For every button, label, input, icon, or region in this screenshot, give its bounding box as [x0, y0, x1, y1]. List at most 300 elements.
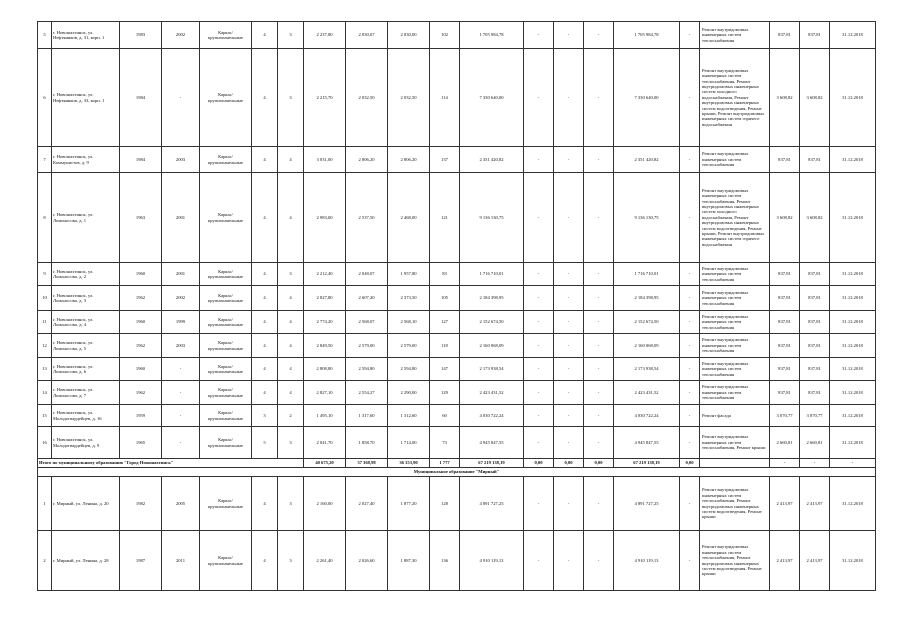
local-budget-cell: - — [584, 286, 614, 311]
living-area-cell: 2 607,20 — [346, 286, 388, 311]
table-row — [38, 334, 876, 358]
owners-funds-cell: 2 423 431,52 — [614, 381, 680, 405]
wall-material-cell: Каркас/ крупнопанельные — [200, 427, 252, 459]
total-cost-cell: 4 910 119,13 — [460, 531, 524, 591]
address-cell: г. Новошахтинск, ул. Ломоносова, д. 5 — [52, 334, 120, 358]
deadline-cell: 31.12.2018 — [830, 477, 876, 531]
year-renovated-cell: 1999 — [162, 311, 200, 334]
owners-funds-cell: 7 330 640,00 — [614, 49, 680, 147]
work-type-cell: Ремонт внутридомовых инженерных систем теплоснабжения, Ремонт крыши — [700, 427, 770, 459]
owners-funds-cell: 1 716 710,01 — [614, 263, 680, 286]
table-row — [38, 427, 876, 459]
entrances-cell: 3 — [278, 263, 304, 286]
year-renovated-cell: 2005 — [162, 477, 200, 531]
local-budget-cell: - — [584, 147, 614, 173]
year-built-cell: 1987 — [120, 531, 162, 591]
total-cost-cell: 9 136 130,75 — [460, 173, 524, 263]
max-unit-cost-cell: 837,81 — [800, 358, 830, 381]
entrances-cell: 4 — [278, 381, 304, 405]
residential-area-sum: 36 153,90 — [388, 459, 430, 468]
residents-cell: 102 — [430, 22, 460, 49]
deadline-cell: 31.12.2018 — [830, 286, 876, 311]
owners-funds-cell: 4 945 847,55 — [614, 427, 680, 459]
residents-cell: 83 — [430, 263, 460, 286]
fund-cell: - — [524, 531, 554, 591]
address-cell: г. Новошахтинск, ул. Коммунистов, д. 9 — [52, 147, 120, 173]
total-area-cell: 1 495,10 — [304, 405, 346, 427]
unit-cost-cell: 837,81 — [770, 263, 800, 286]
unit-cost-cell: 837,81 — [770, 286, 800, 311]
deadline-cell: 31.12.2018 — [830, 311, 876, 334]
regional-budget-cell: - — [554, 531, 584, 591]
local-budget-cell: - — [584, 405, 614, 427]
max-unit-cost-cell: 3 608,82 — [800, 173, 830, 263]
max-unit-cost-cell: 3 608,82 — [800, 49, 830, 147]
fund-cell: - — [524, 286, 554, 311]
other-funds-cell: - — [680, 49, 700, 147]
fund-cell: - — [524, 477, 554, 531]
work-type-cell: Ремонт внутридомовых инженерных систем теплоснабжения — [700, 358, 770, 381]
other-funds-cell: - — [680, 381, 700, 405]
local-budget-cell: - — [584, 334, 614, 358]
year-built-cell: 1984 — [120, 147, 162, 173]
floors-cell: 4 — [252, 358, 278, 381]
year-renovated-cell: 2001 — [162, 173, 200, 263]
wall-material-cell: Каркас/ крупнопанельные — [200, 49, 252, 147]
num-cell: 6 — [38, 49, 52, 147]
local-budget-cell: - — [584, 477, 614, 531]
total-cost-cell: 4 891 727,25 — [460, 477, 524, 531]
total-area-cell: 2 237,80 — [304, 22, 346, 49]
entrances-cell: 3 — [278, 477, 304, 531]
total-row — [38, 459, 876, 468]
entrances-cell: 4 — [278, 358, 304, 381]
entrances-cell: 4 — [278, 147, 304, 173]
unit-cost-cell: 837,81 — [770, 22, 800, 49]
deadline-cell: 31.12.2018 — [830, 381, 876, 405]
max-unit-cost-cell: 837,81 — [800, 263, 830, 286]
residents-cell: 137 — [430, 147, 460, 173]
year-renovated-cell: - — [162, 405, 200, 427]
work-type-cell: Ремонт внутридомовых инженерных систем теплоснабжения — [700, 286, 770, 311]
num-cell: 11 — [38, 311, 52, 334]
floors-cell: 4 — [252, 531, 278, 591]
num-cell: 10 — [38, 286, 52, 311]
owners-funds-cell: 4 910 119,13 — [614, 531, 680, 591]
year-built-cell: 1962 — [120, 286, 162, 311]
residents-cell: 105 — [430, 286, 460, 311]
living-area-cell: 2 027,40 — [346, 477, 388, 531]
address-cell: г. Новошахтинск, ул. Нефтяников, д. 31, корп. 1 — [52, 22, 120, 49]
owners-funds-cell: 2 152 674,50 — [614, 311, 680, 334]
fund-cell: - — [524, 381, 554, 405]
max-unit-cost-cell: 837,81 — [800, 381, 830, 405]
other-funds-cell: - — [680, 147, 700, 173]
floors-cell: 4 — [252, 477, 278, 531]
fund-cell: - — [524, 427, 554, 459]
table-body — [38, 22, 876, 591]
unit-cost-cell: 3 608,82 — [770, 49, 800, 147]
deadline-cell: 31.12.2018 — [830, 22, 876, 49]
unit-cost-cell: 837,81 — [770, 381, 800, 405]
local-budget-cell: - — [584, 427, 614, 459]
wall-material-cell: Каркас/ крупнопанельные — [200, 381, 252, 405]
residents-sum: 1 777 — [430, 459, 460, 468]
local-budget-cell: - — [584, 381, 614, 405]
entrances-cell: 3 — [278, 531, 304, 591]
other-funds-cell: - — [680, 334, 700, 358]
regional-budget-cell: - — [554, 286, 584, 311]
floors-cell: 4 — [252, 334, 278, 358]
residential-area-cell: 2 030,00 — [388, 22, 430, 49]
residential-area-cell: 2 579,00 — [388, 334, 430, 358]
residents-cell: 136 — [430, 531, 460, 591]
table-row — [38, 49, 876, 147]
local-budget-cell: - — [584, 263, 614, 286]
living-area-cell: 1 317,60 — [346, 405, 388, 427]
fund-cell: - — [524, 358, 554, 381]
floors-cell: 4 — [252, 22, 278, 49]
residential-area-cell: 2 373,50 — [388, 286, 430, 311]
regional-budget-cell: - — [554, 381, 584, 405]
num-cell: 16 — [38, 427, 52, 459]
other-funds-cell: - — [680, 358, 700, 381]
local-budget-cell: - — [584, 311, 614, 334]
max-unit-cost-cell: 2 413,97 — [800, 477, 830, 531]
fund-cell: - — [524, 147, 554, 173]
residents-cell: 118 — [430, 334, 460, 358]
wall-material-cell: Каркас/ крупнопанельные — [200, 405, 252, 427]
other-funds-cell: - — [680, 286, 700, 311]
floors-cell: 5 — [252, 427, 278, 459]
owners-funds-cell: 2 351 420,82 — [614, 147, 680, 173]
max-unit-cost-sum: - — [800, 459, 830, 468]
year-built-cell: 1960 — [120, 358, 162, 381]
residential-area-cell: 1 957,80 — [388, 263, 430, 286]
total-cost-cell: 2 351 420,82 — [460, 147, 524, 173]
table-row — [38, 173, 876, 263]
total-cost-cell: 1 705 984,78 — [460, 22, 524, 49]
regional-budget-cell: - — [554, 22, 584, 49]
living-area-cell: 2 048,07 — [346, 263, 388, 286]
unit-cost-sum: - — [770, 459, 800, 468]
work-type-cell: Ремонт внутридомовых инженерных систем теплоснабжения — [700, 263, 770, 286]
total-area-cell: 2 261,40 — [304, 531, 346, 591]
deadline-cell: 31.12.2018 — [830, 49, 876, 147]
work-type-cell: Ремонт внутридомовых инженерных систем теплоснабжения, Ремонт внутридомовых инженерных систем водоотведения, Ремонт крыши — [700, 477, 770, 531]
housing-repair-table — [37, 21, 876, 591]
fund-cell: - — [524, 49, 554, 147]
table-row — [38, 147, 876, 173]
year-built-cell: 1982 — [120, 477, 162, 531]
work-type-cell: Ремонт внутридомовых инженерных систем теплоснабжения, Ремонт внутридомовых инженерных систем водоотведения, Ремонт крыши — [700, 531, 770, 591]
year-renovated-cell: - — [162, 49, 200, 147]
owners-funds-cell: 2 173 938,54 — [614, 358, 680, 381]
num-cell: 7 — [38, 147, 52, 173]
year-built-cell: 1960 — [120, 311, 162, 334]
living-area-cell: 2 554,27 — [346, 381, 388, 405]
living-area-cell: 2 537,50 — [346, 173, 388, 263]
total-cost-sum: 67 219 138,19 — [460, 459, 524, 468]
other-funds-cell: - — [680, 311, 700, 334]
year-renovated-cell: - — [162, 427, 200, 459]
address-cell: г. Мирный, ул. Ленина, д. 28 — [52, 531, 120, 591]
fund-cell: - — [524, 311, 554, 334]
year-built-cell: 1962 — [120, 381, 162, 405]
year-renovated-cell: 2003 — [162, 334, 200, 358]
regional-budget-sum: 0,00 — [554, 459, 584, 468]
living-area-cell: 2 568,07 — [346, 311, 388, 334]
fund-cell: - — [524, 405, 554, 427]
total-area-cell: 2 827,10 — [304, 381, 346, 405]
year-built-cell: 1962 — [120, 334, 162, 358]
local-budget-cell: - — [584, 531, 614, 591]
year-built-cell: 1959 — [120, 405, 162, 427]
floors-cell: 4 — [252, 311, 278, 334]
other-funds-cell: - — [680, 173, 700, 263]
work-type-cell: Ремонт внутридомовых инженерных систем теплоснабжения — [700, 311, 770, 334]
num-cell: 15 — [38, 405, 52, 427]
address-cell: г. Новошахтинск, ул. Ломоносова, д. 3 — [52, 286, 120, 311]
residential-area-cell: 2 568,10 — [388, 311, 430, 334]
address-cell: г. Новошахтинск, ул. Молодогвардейцев, д. 9 — [52, 427, 120, 459]
living-area-sum: 37 368,98 — [346, 459, 388, 468]
num-cell: 2 — [38, 531, 52, 591]
address-cell: г. Новошахтинск, ул. Ломоносова, д. 2 — [52, 263, 120, 286]
residents-cell: 60 — [430, 405, 460, 427]
municipality-header-row — [38, 468, 876, 477]
residential-area-cell: 1 312,60 — [388, 405, 430, 427]
fund-cell: - — [524, 334, 554, 358]
wall-material-cell: Каркас/ крупнопанельные — [200, 334, 252, 358]
year-renovated-cell: 2002 — [162, 286, 200, 311]
regional-budget-cell: - — [554, 405, 584, 427]
unit-cost-cell: 2 413,97 — [770, 477, 800, 531]
year-built-cell: 1960 — [120, 263, 162, 286]
owners-funds-cell: 4 030 722,24 — [614, 405, 680, 427]
local-budget-sum: 0,00 — [584, 459, 614, 468]
floors-cell: 4 — [252, 173, 278, 263]
other-funds-cell: - — [680, 427, 700, 459]
total-area-cell: 2 849,50 — [304, 334, 346, 358]
regional-budget-cell: - — [554, 358, 584, 381]
total-cost-cell: 2 184 398,95 — [460, 286, 524, 311]
owners-funds-cell: 1 705 984,78 — [614, 22, 680, 49]
table-row — [38, 286, 876, 311]
deadline-cell: 31.12.2018 — [830, 263, 876, 286]
num-cell: 14 — [38, 381, 52, 405]
num-cell: 1 — [38, 477, 52, 531]
total-area-cell: 2 983,00 — [304, 173, 346, 263]
total-cost-cell: 2 173 938,54 — [460, 358, 524, 381]
unit-cost-cell: 837,81 — [770, 358, 800, 381]
residents-cell: 147 — [430, 358, 460, 381]
floors-cell: 4 — [252, 381, 278, 405]
work-type-cell: Ремонт внутридомовых инженерных систем теплоснабжения, Ремонт внутридомовых инженерных систем холодного водоснабжения, Ремонт внутридомовых инженерных систем водоотведения, Ремонт крыши, Ремонт внутридомовых инженерных систем горячего водоснабжения — [700, 49, 770, 147]
residential-area-cell: 1 887,30 — [388, 531, 430, 591]
deadline-cell: 31.12.2018 — [830, 334, 876, 358]
year-built-cell: 1983 — [120, 22, 162, 49]
year-renovated-cell: - — [162, 381, 200, 405]
unit-cost-cell: 3 608,82 — [770, 173, 800, 263]
entrances-cell: 3 — [278, 49, 304, 147]
unit-cost-cell: 837,81 — [770, 311, 800, 334]
address-cell: г. Новошахтинск, ул. Молодогвардейцев, д. 16 — [52, 405, 120, 427]
year-renovated-cell: - — [162, 358, 200, 381]
entrances-cell: 3 — [278, 22, 304, 49]
residential-area-cell: 2 594,80 — [388, 358, 430, 381]
table-row — [38, 405, 876, 427]
fund-cell: - — [524, 263, 554, 286]
wall-material-cell: Каркас/ крупнопанельные — [200, 311, 252, 334]
residential-area-cell: 2 032,50 — [388, 49, 430, 147]
wall-material-cell: Каркас/ крупнопанельные — [200, 286, 252, 311]
work-type-cell: Ремонт внутридомовых инженерных систем теплоснабжения — [700, 381, 770, 405]
residential-area-cell: 1 714,00 — [388, 427, 430, 459]
register-sheet — [37, 21, 867, 591]
wall-material-cell: Каркас/ крупнопанельные — [200, 22, 252, 49]
deadline-cell: 31.12.2018 — [830, 147, 876, 173]
total-cost-cell: 4 030 722,24 — [460, 405, 524, 427]
total-area-cell: 2 041,70 — [304, 427, 346, 459]
regional-budget-cell: - — [554, 263, 584, 286]
total-cost-cell: 2 423 431,52 — [460, 381, 524, 405]
owners-funds-cell: 4 891 727,25 — [614, 477, 680, 531]
total-cost-cell: 4 945 847,55 — [460, 427, 524, 459]
wall-material-cell: Каркас/ крупнопанельные — [200, 358, 252, 381]
deadline-cell: 31.12.2018 — [830, 427, 876, 459]
residential-area-cell: 1 877,20 — [388, 477, 430, 531]
other-funds-cell: - — [680, 405, 700, 427]
living-area-cell: 2 032,50 — [346, 49, 388, 147]
regional-budget-cell: - — [554, 147, 584, 173]
year-built-cell: 1965 — [120, 427, 162, 459]
unit-cost-cell: 837,81 — [770, 334, 800, 358]
local-budget-cell: - — [584, 358, 614, 381]
entrances-cell: 4 — [278, 286, 304, 311]
total-cost-cell: 2 152 674,50 — [460, 311, 524, 334]
owners-funds-cell: 9 136 130,75 — [614, 173, 680, 263]
regional-budget-cell: - — [554, 427, 584, 459]
num-cell: 12 — [38, 334, 52, 358]
total-area-cell: 2 774,20 — [304, 311, 346, 334]
residents-cell: 121 — [430, 173, 460, 263]
table-row — [38, 531, 876, 591]
owners-funds-sum: 67 219 138,19 — [614, 459, 680, 468]
work-type-cell: Ремонт внутридомовых инженерных систем теплоснабжения — [700, 22, 770, 49]
entrances-cell: 2 — [278, 405, 304, 427]
max-unit-cost-cell: 837,81 — [800, 22, 830, 49]
total-area-sum: 40 675,20 — [304, 459, 346, 468]
other-funds-cell: - — [680, 477, 700, 531]
max-unit-cost-cell: 2 413,97 — [800, 531, 830, 591]
address-cell: г. Новошахтинск, ул. Ломоносова, д. 6 — [52, 358, 120, 381]
other-funds-cell: - — [680, 531, 700, 591]
max-unit-cost-cell: 3 070,77 — [800, 405, 830, 427]
table-row — [38, 358, 876, 381]
regional-budget-cell: - — [554, 311, 584, 334]
work-type-empty — [700, 459, 770, 468]
unit-cost-cell: 2 413,97 — [770, 531, 800, 591]
year-renovated-cell: 2001 — [162, 263, 200, 286]
entrances-cell: 4 — [278, 311, 304, 334]
entrances-cell: 3 — [278, 427, 304, 459]
local-budget-cell: - — [584, 49, 614, 147]
municipality-title: Муниципальное образование "Мирный" — [38, 468, 876, 477]
table-row — [38, 311, 876, 334]
regional-budget-cell: - — [554, 477, 584, 531]
table-row — [38, 22, 876, 49]
total-label: Итого по муниципальному образованию "Город Новошахтинск" — [38, 459, 304, 468]
total-cost-cell: 7 330 640,00 — [460, 49, 524, 147]
year-built-cell: 1984 — [120, 49, 162, 147]
wall-material-cell: Каркас/ крупнопанельные — [200, 173, 252, 263]
address-cell: г. Новошахтинск, ул. Ломоносова, д. 7 — [52, 381, 120, 405]
living-area-cell: 2 026,60 — [346, 531, 388, 591]
year-renovated-cell: 2002 — [162, 22, 200, 49]
unit-cost-cell: 3 070,77 — [770, 405, 800, 427]
total-area-cell: 2 212,40 — [304, 263, 346, 286]
total-area-cell: 2 808,80 — [304, 358, 346, 381]
wall-material-cell: Каркас/ крупнопанельные — [200, 147, 252, 173]
total-area-cell: 2 215,70 — [304, 49, 346, 147]
deadline-cell: 31.12.2018 — [830, 405, 876, 427]
address-cell: г. Новошахтинск, ул. Ломоносова, д. 4 — [52, 311, 120, 334]
deadline-cell: 31.12.2018 — [830, 531, 876, 591]
living-area-cell: 1 858,70 — [346, 427, 388, 459]
work-type-cell: Ремонт фасада — [700, 405, 770, 427]
regional-budget-cell: - — [554, 334, 584, 358]
total-area-cell: 2 160,00 — [304, 477, 346, 531]
address-cell: г. Новошахтинск, ул. Ломоносова, д. 1 — [52, 173, 120, 263]
local-budget-cell: - — [584, 173, 614, 263]
other-funds-cell: - — [680, 22, 700, 49]
wall-material-cell: Каркас/ крупнопанельные — [200, 477, 252, 531]
entrances-cell: 4 — [278, 173, 304, 263]
floors-cell: 4 — [252, 49, 278, 147]
year-renovated-cell: 2011 — [162, 531, 200, 591]
deadline-cell: 31.12.2018 — [830, 358, 876, 381]
living-area-cell: 2 594,80 — [346, 358, 388, 381]
max-unit-cost-cell: 837,81 — [800, 147, 830, 173]
residents-cell: 127 — [430, 311, 460, 334]
residential-area-cell: 2 806,20 — [388, 147, 430, 173]
living-area-cell: 2 806,20 — [346, 147, 388, 173]
residents-cell: 73 — [430, 427, 460, 459]
work-type-cell: Ремонт внутридомовых инженерных систем теплоснабжения — [700, 334, 770, 358]
living-area-cell: 2 030,07 — [346, 22, 388, 49]
table-row — [38, 263, 876, 286]
max-unit-cost-cell: 2 660,81 — [800, 427, 830, 459]
deadline-cell: 31.12.2018 — [830, 173, 876, 263]
residents-cell: 129 — [430, 381, 460, 405]
num-cell: 5 — [38, 22, 52, 49]
fund-cell: - — [524, 173, 554, 263]
wall-material-cell: Каркас/ крупнопанельные — [200, 263, 252, 286]
total-area-cell: 2 827,80 — [304, 286, 346, 311]
total-area-cell: 3 031,00 — [304, 147, 346, 173]
floors-cell: 3 — [252, 405, 278, 427]
residential-area-cell: 2 468,00 — [388, 173, 430, 263]
unit-cost-cell: 2 660,81 — [770, 427, 800, 459]
local-budget-cell: - — [584, 22, 614, 49]
fund-cell: - — [524, 22, 554, 49]
residential-area-cell: 2 290,00 — [388, 381, 430, 405]
fund-sum: 0,00 — [524, 459, 554, 468]
address-cell: г. Мирный, ул. Ленина, д. 20 — [52, 477, 120, 531]
regional-budget-cell: - — [554, 49, 584, 147]
wall-material-cell: Каркас/ крупнопанельные — [200, 531, 252, 591]
